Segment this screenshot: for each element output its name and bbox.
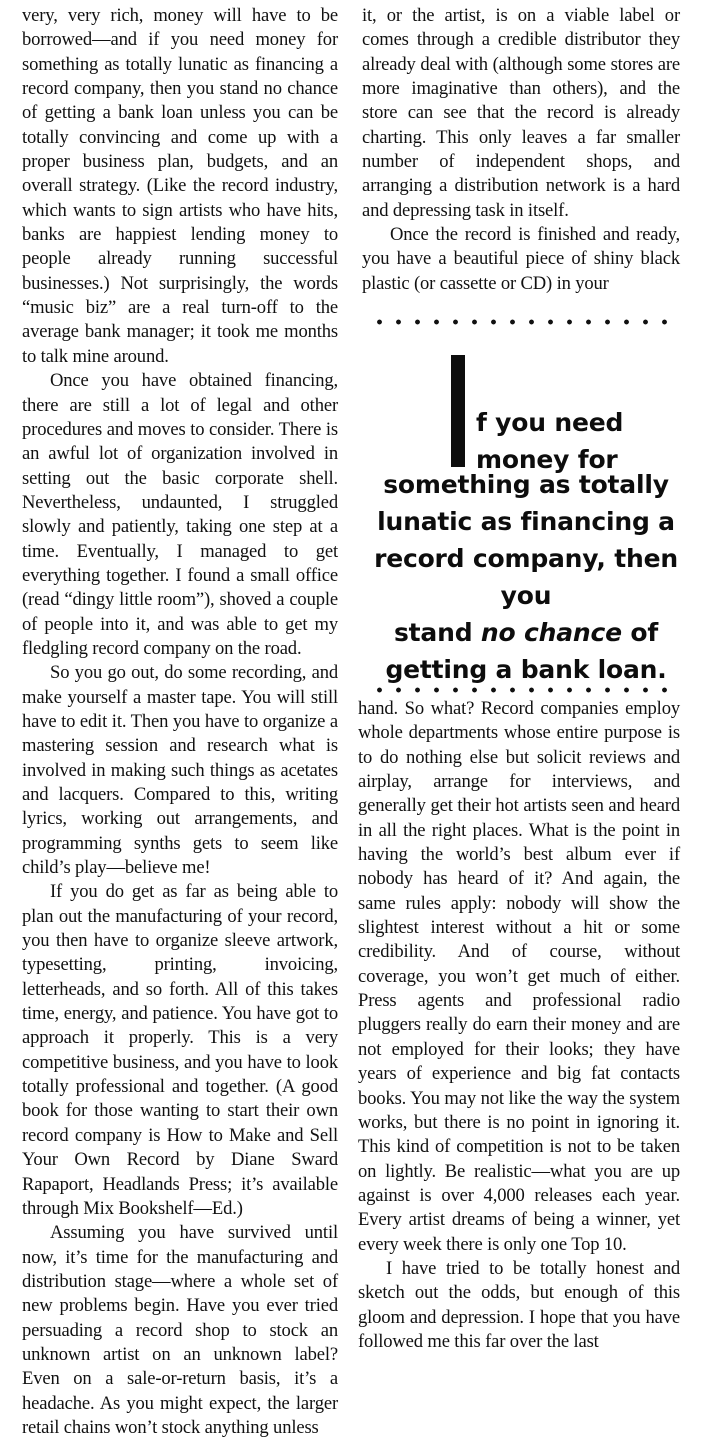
paragraph: hand. So what? Record companies employ whole departments whose entire purpose is to do nothing else but solicit reviews and airplay, arrange for interviews, and generally get their hot artists seen and heard in all the right places. What is the point in having the world’s best album ever if nobody has heard of it? And again, the same rules apply: nobody will show the slightest interest without a hit or some credibility. And of course, without coverage, you won’t get much of either. Press agents and professional radio pluggers really do earn their money and are not employed for their looks; they have years of experience and big fat contacts books. You may not like the way the system works, but there is no point in ignoring it. This kind of competition is not to be taken on lightly. Be realistic—what you are up against is over 4,000 releases each year. Every artist dreams of being a winner, yet every week there is only one Top 10. [358,698,680,1255]
pull-quote-text: of [621,618,658,647]
pull-quote-line: f you need [476,408,624,437]
pull-quote-line: something as totally [383,470,669,499]
paragraph: Assuming you have survived until now, it’s time for the manufacturing and distribution stage—where a whole set of new problems begin. Have you ever tried persuading a record shop to stock an unknown artist on an unknown label? Even on a sale-or-return basis, it’s a headache. As you might expect, the larger retail chains won’t stock anything unless [22,1222,338,1438]
right-column-bottom [358,697,680,1354]
pull-quote [356,350,696,688]
pull-quote-line [356,614,696,651]
dotted-rule-bottom [370,686,675,694]
paragraph: If you do get as far as being able to plan out the manufacturing of your record, you then have to organize sleeve artwork, typesetting, printing, invoicing, letterheads, and so forth. All of this takes time, energy, and patience. You have got to approach it properly. This is a very competitive business, and you have to look totally professional and together. (A good book for those wanting to start their own record company is How to Make and Sell Your Own Record by Diane Sward Rapaport, Headlands Press; it’s available through Mix Bookshelf—Ed.) [22,881,338,1219]
pull-quote-line: getting a bank loan. [385,655,667,684]
dotted-rule-top [370,318,675,326]
paragraph: it, or the artist, is on a viable label or comes through a credible distributor they already deal with (although some stores are more imaginative than others), and the store can see that the record is already charting. This only leaves a far smaller number of independent shops, and arranging a distribution network is a hard and depressing task in itself. [362,5,680,221]
paragraph: very, very rich, money will have to be borrowed—and if you need money for something as totally lunatic as financing a record company, then you stand no chance of getting a bank loan unless you can be totally convincing and come up with a proper business plan, budgets, and an overall strategy. (Like the record industry, which wants to sign artists who have hits, banks are happiest lending money to people already running successful businesses.) Not surprisingly, the words “music biz” are a real turn-off to the average bank manager; it took me months to talk mine around. [22,5,338,367]
paragraph: Once you have obtained financing, there are still a lot of legal and other procedures and moves to consider. There is an awful lot of organization involved in setting out the basic corporate shell. Nevertheless, undaunted, I struggled slowly and patiently, taking one step at a time. Eventually, I managed to get everything together. I found a small office (read “dingy little room”), shoved a couple of people into it, and was able to get my fledgling record company on the road. [22,370,338,659]
pull-quote-line: money for [476,445,618,474]
paragraph: So you go out, do some recording, and make yourself a master tape. You will still have to edit it. Then you have to organize a mastering session and research what is involved in making such things as acetates and lacquers. Compared to this, writing lyrics, working out arrangements, and programming synths gets to seem like child’s play—believe me! [22,662,338,879]
right-column-top [362,4,680,296]
left-column [22,4,338,1440]
paragraph: I have tried to be totally honest and sketch out the odds, but enough of this gloom and depression. I hope that you have followed me this far over the last [358,1257,680,1352]
pull-quote-line: record company, then you [374,544,678,610]
drop-cap-letter [451,355,465,467]
pull-quote-opening [356,350,696,474]
paragraph: Once the record is finished and ready, you have a beautiful piece of shiny black plastic (or cassette or CD) in your [362,224,680,294]
pull-quote-text: stand [394,618,481,647]
pull-quote-line: lunatic as financing a [377,507,675,536]
pull-quote-emphasis: no chance [480,618,622,647]
